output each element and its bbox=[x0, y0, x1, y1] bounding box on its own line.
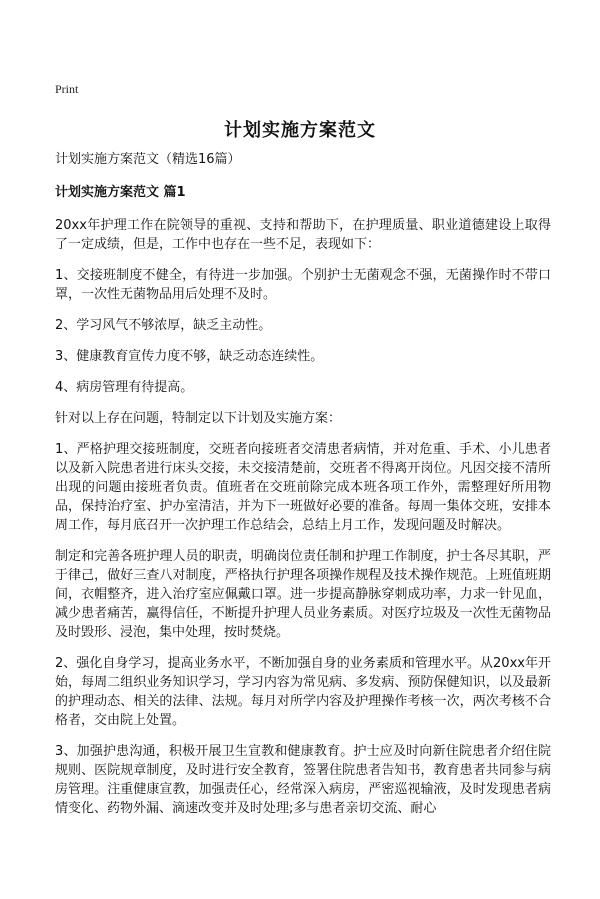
paragraph-plan-1-detail: 制定和完善各班护理人员的职责，明确岗位责任制和护理工作制度，护士各尽其职，严于律己，做好三查八对制度，严格执行护理各项操作规程及技术操作规范。上班值班期间，衣帽整齐，进入治疗室应佩戴口罩。进一步提高静脉穿刺成功率，力求一针见血，减少患者痛苦，赢得信任，不断提升护理人员业务素质。对医疗垃圾及一次性无菌物品及时毁形、浸泡，集中处理，按时焚烧。 bbox=[55, 549, 551, 640]
paragraph-plan-2: 2、强化自身学习，提高业务水平，不断加强自身的业务素质和管理水平。从20xx年开始，每周二组织业务知识学习，学习内容为常见病、多发病、预防保健知识，以及最新的护理动态、相关的法律、法规。每月对所学内容及护理操作考核一次，两次考核不合格者，交由院上处置。 bbox=[55, 656, 551, 728]
section-heading: 计划实施方案范文 篇1 bbox=[55, 185, 186, 200]
paragraph-plan-3: 3、加强护患沟通，积极开展卫生宣教和健康教育。护士应及时向新住院患者介绍住院规则、医院规章制度，及时进行安全教育，签署住院患者告知书，教育患者共同参与病房管理。注重健康宣教，加强责任心，经常深入病房，严密巡视输液，及时发现患者病情变化、药物外漏、滴速改变并及时处理;多与患者亲切交流、耐心 bbox=[55, 744, 551, 816]
paragraph-plan-intro: 针对以上存在问题，特制定以下计划及实施方案： bbox=[55, 411, 342, 426]
paragraph-issue-3: 3、健康教育宣传力度不够，缺乏动态连续性。 bbox=[55, 349, 324, 364]
document-body bbox=[55, 150, 551, 830]
paragraph-issue-4: 4、病房管理有待提高。 bbox=[55, 380, 194, 395]
paragraph-issue-1: 1、交接班制度不健全，有待进一步加强。个别护士无菌观念不强，无菌操作时不带口罩，一次性无菌物品用后处理不及时。 bbox=[55, 268, 551, 302]
paragraph-issue-2: 2、学习风气不够浓厚，缺乏主动性。 bbox=[55, 318, 272, 333]
document-title: 计划实施方案范文 bbox=[224, 120, 376, 141]
document-subtitle: 计划实施方案范文（精选16篇） bbox=[55, 152, 241, 167]
paragraph-plan-1: 1、严格护理交接班制度，交班者向接班者交清患者病情，并对危重、手术、小儿患者以及新入院患者进行床头交接，未交接清楚前，交班者不得离开岗位。凡因交接不清所出现的问题由接班者负责。值班者在交班前除完成本班各项工作外，需整理好所用物品，保持治疗室、护办室清洁，并为下一班做好必要的准备。每周一集体交班，安排本周工作，每月底召开一次护理工作总结会，总结上月工作，发现问题及时解决。 bbox=[55, 442, 551, 533]
paragraph-intro: 20xx年护理工作在院领导的重视、支持和帮助下，在护理质量、职业道德建设上取得了一定成绩，但是，工作中也存在一些不足，表现如下： bbox=[55, 218, 551, 252]
print-label: Print bbox=[55, 82, 79, 96]
